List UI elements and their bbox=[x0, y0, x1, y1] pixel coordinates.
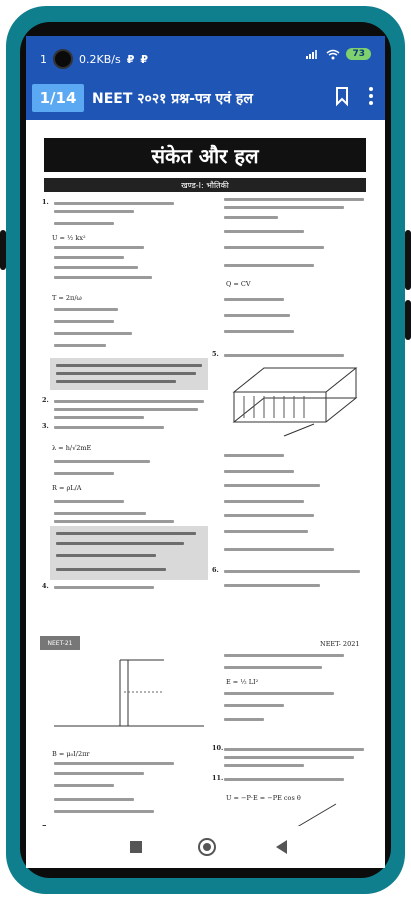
question-number: 2. bbox=[42, 396, 49, 404]
back-button[interactable] bbox=[276, 840, 287, 854]
home-button[interactable] bbox=[198, 838, 216, 856]
app-title: NEET २०२१ प्रश्न-पत्र एवं हल bbox=[92, 91, 253, 107]
front-camera bbox=[53, 49, 73, 69]
phone-bezel bbox=[20, 22, 391, 878]
side-button bbox=[405, 300, 411, 340]
status-time: 1 bbox=[40, 52, 47, 66]
equation: U = ½ kx² bbox=[52, 234, 86, 242]
p-icon: ₽ bbox=[140, 52, 149, 66]
status-bar bbox=[26, 36, 385, 76]
equation: T = 2π/ω bbox=[52, 294, 82, 302]
capacitor-diagram bbox=[224, 362, 364, 446]
equation: E = ½ LI² bbox=[226, 678, 259, 686]
equation: U = −P·E = −PE cos θ bbox=[226, 794, 301, 802]
p-icon: ₽ bbox=[126, 52, 135, 66]
document-title: संकेत और हल bbox=[44, 138, 366, 172]
question-number: 4. bbox=[42, 582, 49, 590]
equation: λ = h/√2mE bbox=[52, 444, 92, 452]
document-content bbox=[40, 134, 370, 824]
document-subtitle: खण्ड-I: भौतिकी bbox=[44, 178, 366, 192]
section-tag: NEET-21 bbox=[40, 636, 80, 650]
equation: R = ρL/A bbox=[52, 484, 82, 492]
header-right: NEET- 2021 bbox=[320, 640, 360, 648]
screen bbox=[26, 36, 385, 868]
battery-indicator: 73 bbox=[346, 48, 371, 60]
document-page[interactable] bbox=[26, 120, 385, 826]
more-options-icon[interactable] bbox=[367, 85, 375, 107]
status-right bbox=[306, 48, 371, 60]
question-number: 11. bbox=[212, 774, 224, 782]
question-number: 3. bbox=[42, 422, 49, 430]
wire-diagram bbox=[54, 652, 204, 742]
question-number: 6. bbox=[212, 566, 219, 574]
app-bar bbox=[26, 76, 385, 120]
bookmark-icon[interactable] bbox=[335, 87, 349, 105]
equation: B = μ₀I/2πr bbox=[52, 750, 90, 758]
signal-icon bbox=[306, 49, 320, 59]
page-indicator[interactable]: 1/14 bbox=[32, 84, 84, 112]
wifi-icon bbox=[326, 49, 340, 60]
navigation-bar bbox=[26, 826, 385, 868]
equation: Q = CV bbox=[226, 280, 251, 288]
power-button bbox=[405, 230, 411, 290]
question-number: 5. bbox=[212, 350, 219, 358]
recents-button[interactable] bbox=[130, 841, 142, 853]
status-left bbox=[40, 49, 148, 69]
question-number: 1. bbox=[42, 198, 49, 206]
network-speed: 0.2KB/s bbox=[79, 52, 121, 66]
phone-body bbox=[6, 6, 405, 894]
question-number: 10. bbox=[212, 744, 224, 752]
